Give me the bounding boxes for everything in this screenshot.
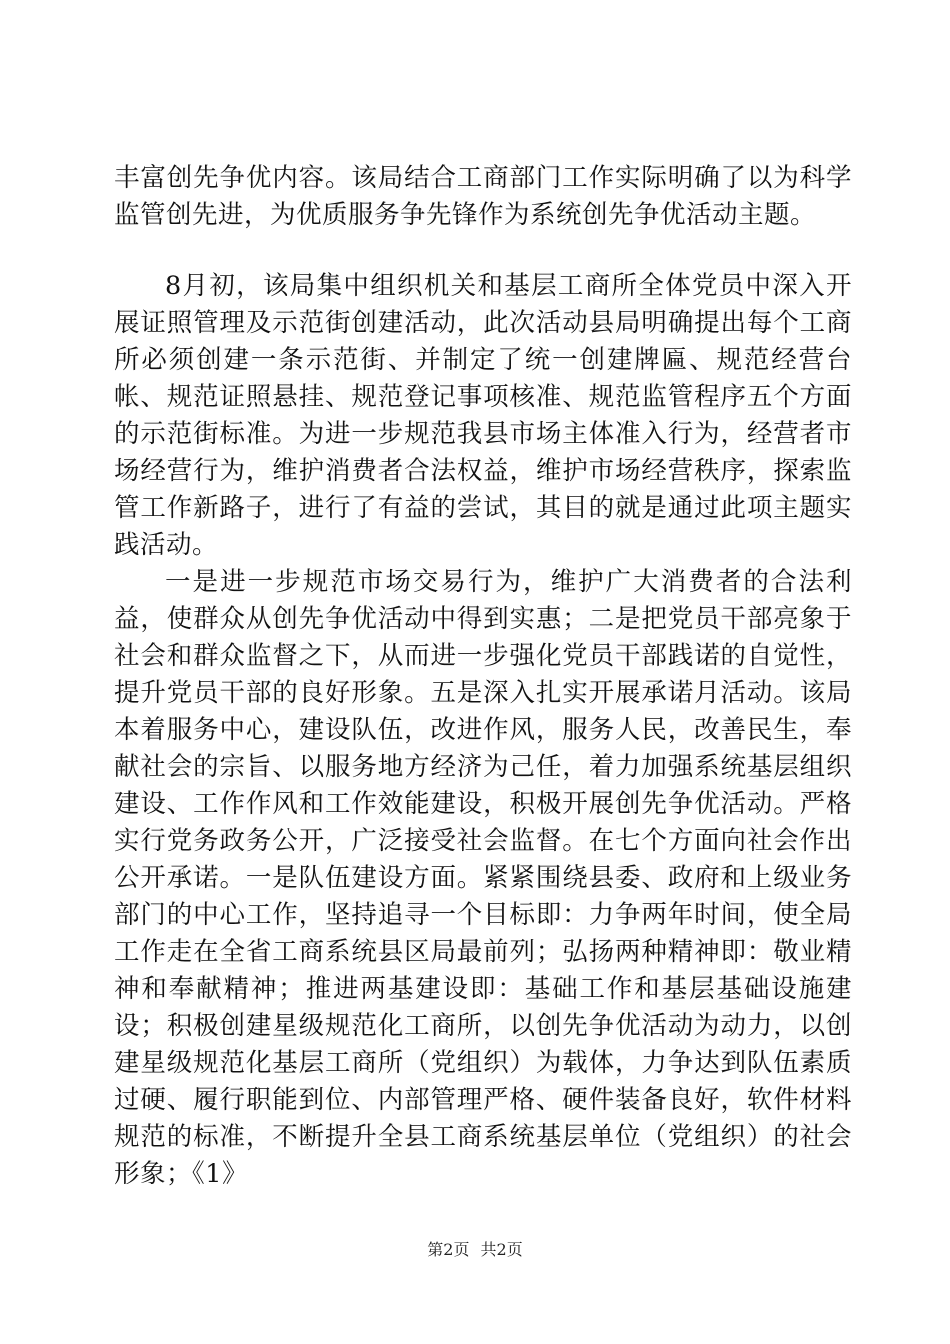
page-footer bbox=[0, 1240, 950, 1260]
paragraph-1: 丰富创先争优内容。该局结合工商部门工作实际明确了以为科学监管创先进，为优质服务争先锋作为系统创先争优活动主题。 bbox=[114, 163, 852, 230]
total-pages: 共2页 bbox=[480, 1240, 523, 1259]
page-number: 第2页 bbox=[427, 1240, 470, 1259]
paragraph-3: 一是进一步规范市场交易行为，维护广大消费者的合法利益，使群众从创先争优活动中得到实惠；二是把党员干部亮象于社会和群众监督之下，从而进一步强化党员干部践诺的自觉性，提升党员干部的良好形象。五是深入扎实开展承诺月活动。该局本着服务中心，建设队伍，改进作风，服务人民，改善民生，奉献社会的宗旨、以服务地方经济为己任，着力加强系统基层组织建设、工作作风和工作效能建设，积极开展创先争优活动。严格实行党务政务公开，广泛接受社会监督。在七个方面向社会作出公开承诺。一是队伍建设方面。紧紧围绕县委、政府和上级业务部门的中心工作，坚持追寻一个目标即：力争两年时间，使全局工作走在全省工商系统县区局最前列；弘扬两种精神即：敬业精神和奉献精神；推进两基建设即：基础工作和基层基础设施建设；积极创建星级规范化工商所，以创先争优活动为动力，以创建星级规范化基层工商所（党组织）为载体，力争达到队伍素质过硬、履行职能到位、内部管理严格、硬件装备良好，软件材料规范的标准，不断提升全县工商系统基层单位（党组织）的社会形象；《1》 bbox=[114, 567, 852, 1189]
document-body bbox=[114, 160, 852, 1193]
paragraph-2: 8月初，该局集中组织机关和基层工商所全体党员中深入开展证照管理及示范街创建活动，此次活动县局明确提出每个工商所必须创建一条示范街、并制定了统一创建牌匾、规范经营台帐、规范证照悬挂、规范登记事项核准、规范监管程序五个方面的示范街标准。为进一步规范我县市场主体准入行为，经营者市场经营行为，维护消费者合法权益，维护市场经营秩序，探索监管工作新路子，进行了有益的尝试，其目的就是通过此项主题实践活动。 bbox=[114, 271, 852, 560]
